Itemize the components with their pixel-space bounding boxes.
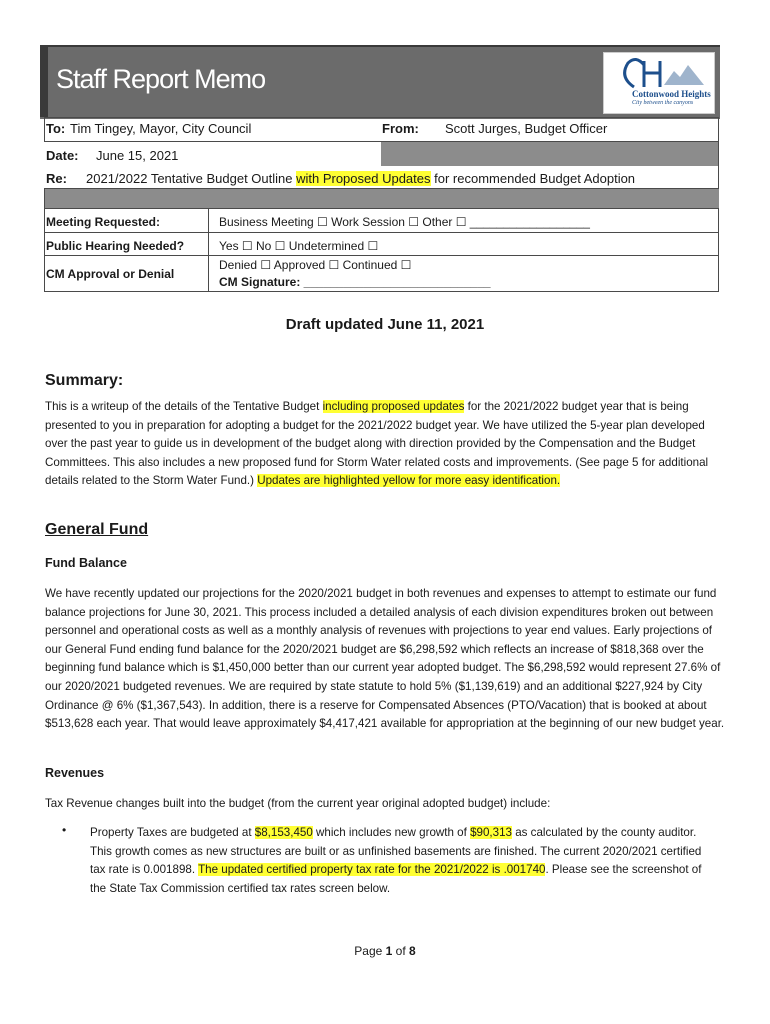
meeting-requested-label: Meeting Requested: — [46, 215, 161, 229]
meeting-options[interactable]: Business Meeting ☐ Work Session ☐ Other ☐ __________________ — [219, 215, 590, 229]
cm-approval-label: CM Approval or Denial — [46, 267, 175, 281]
table-rule-bottom — [44, 291, 719, 292]
mountain-logo-icon — [614, 57, 709, 91]
table-rule-left — [44, 117, 45, 141]
public-hearing-label: Public Hearing Needed? — [46, 239, 185, 253]
hearing-options[interactable]: Yes ☐ No ☐ Undetermined ☐ — [219, 239, 379, 253]
memo-title: Staff Report Memo — [56, 64, 266, 94]
re-label: Re: — [46, 171, 67, 186]
to-value: Tim Tingey, Mayor, City Council — [70, 121, 252, 136]
header-shadow — [40, 45, 48, 117]
table-rule-top — [44, 117, 719, 118]
fund-balance-heading: Fund Balance — [45, 556, 127, 570]
date-grey-cell — [381, 142, 718, 166]
to-label: To: — [46, 121, 66, 136]
approval-options[interactable]: Denied ☐ Approved ☐ Continued ☐ — [219, 258, 412, 272]
date-label: Date: — [46, 148, 79, 163]
summary-paragraph: This is a writeup of the details of the Tentative Budget including proposed updates for the 2021/2022 budget year that is being presented to you in preparation for adopting a budget for the 2021/2022 budget year. We have utilized the 5-year plan developed over the past year to guide us in development of the budget along with direction provided by the Compensation and the Budget Committees. This also includes a new proposed fund for Storm Water related costs and improvements. (See page 5 for additional details related to the Storm Water Fund.) Updates are highlighted yellow for more easy identification. — [45, 400, 709, 488]
bullet-icon: • — [62, 823, 67, 837]
revenues-intro: Tax Revenue changes built into the budget (from the current year original adopted budget) include: — [45, 797, 551, 810]
fund-balance-paragraph: We have recently updated our projections for the 2020/2021 budget in both revenues and expenses to attempt to estimate our fund balance projections for June 30, 2021. This process included a detailed analysis of each division expenditures broken out between personnel and operational costs as well as a monthly analysis of revenues with projections to year end values. Early projections of our General Fund ending fund balance for the 2020/2021 budget are $6,298,592 which reflects an increase of $818,368 over the beginning fund balance which is $1,450,000 better than our current year adopted budget. The $6,298,592 would represent 27.6% of our 2020/2021 budgeted revenues. We are required by state statute to hold 5% ($1,139,619) and an additional $227,924 by City Ordinance @ 6% ($1,367,543). In addition, there is a reserve for Compensated Absences (PTO/Vacation) that is booked at about $513,628 each year. That would leave approximately $4,417,421 available for appropriation at the beginning of our new budget year. — [45, 587, 725, 731]
table-rule-6 — [44, 255, 719, 256]
property-tax-bullet: Property Taxes are budgeted at $8,153,450 which includes new growth of $90,313 as calculated by the county auditor. This growth comes as new structures are built or as unfinished basements are finished. The current 2020/2021 certified tax rate is 0.001898. The updated certified property tax rate for the 2021/2022 is .001740. Please see the screenshot of the State Tax Commission certified tax rates screen below. — [90, 826, 702, 895]
form-rule-left — [44, 188, 45, 292]
re-value: 2021/2022 Tentative Budget Outline with Proposed Updates for recommended Budget Adoption — [86, 171, 636, 186]
cm-signature-line: CM Signature: ____________________________ — [219, 275, 491, 289]
from-value: Scott Jurges, Budget Officer — [445, 121, 608, 136]
page-footer: Page 1 of 8 — [354, 944, 416, 958]
logo-tagline: City between the canyons — [632, 100, 694, 106]
summary-heading: Summary: — [45, 372, 124, 389]
table-rule-5 — [44, 232, 719, 233]
general-fund-heading: General Fund — [45, 521, 149, 538]
from-label: From: — [382, 121, 419, 136]
table-rule-4 — [44, 208, 719, 209]
date-value: June 15, 2021 — [96, 148, 179, 163]
form-rule-mid — [208, 208, 209, 292]
draft-note: Draft updated June 11, 2021 — [285, 316, 485, 333]
revenues-heading: Revenues — [45, 766, 105, 780]
form-grey-band — [44, 189, 719, 208]
city-logo — [603, 52, 715, 114]
logo-name: Cottonwood Heights — [632, 89, 711, 99]
